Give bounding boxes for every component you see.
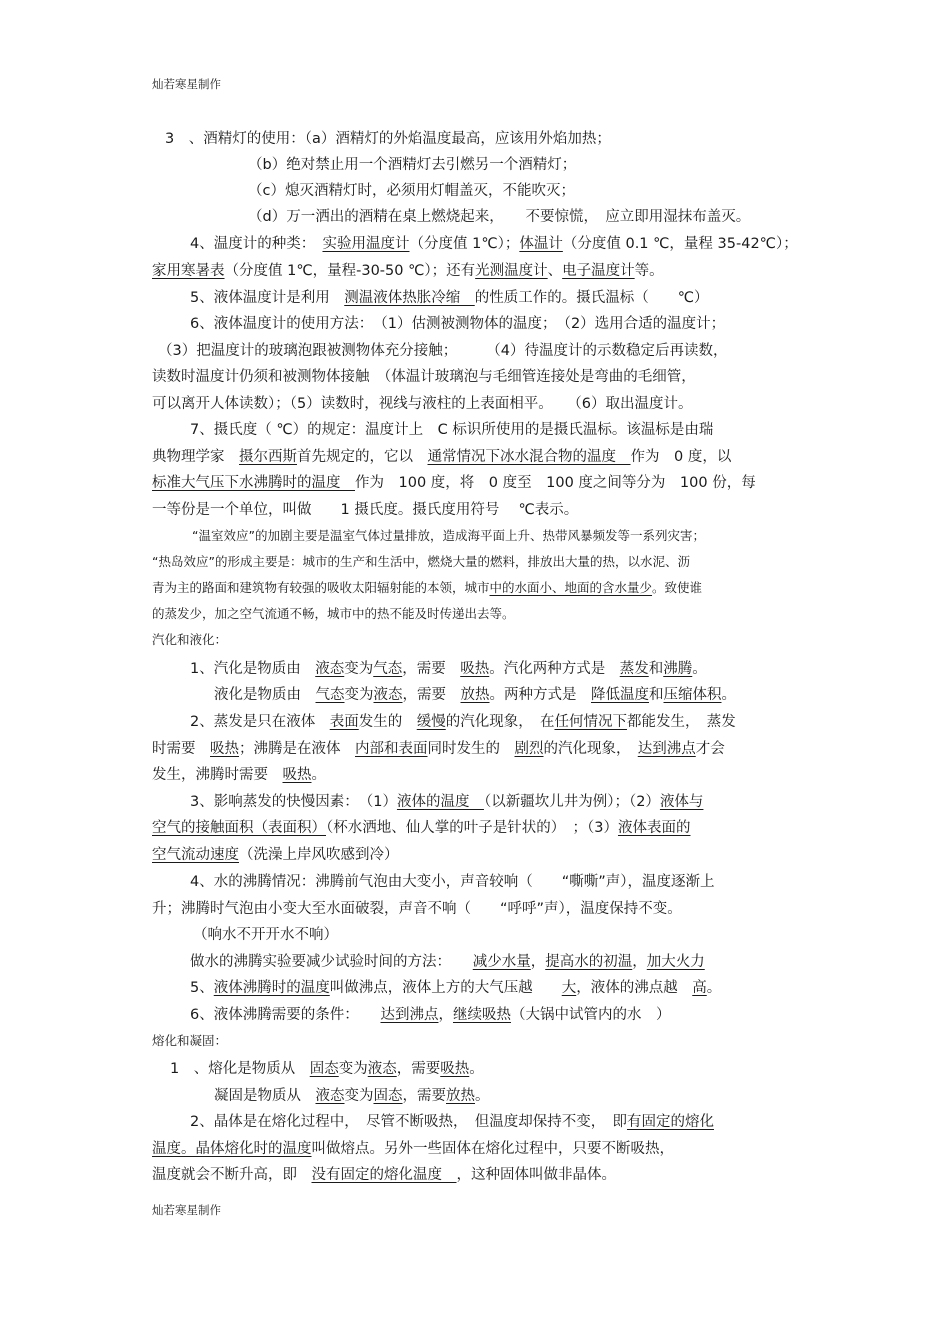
text-segment: 作为 100 度，将 0 度至 100 度之间等分为 100 份，每 — [355, 475, 756, 491]
text-line — [190, 314, 725, 334]
underlined-answer: 空气的接触面积（表面积） — [152, 820, 326, 836]
text-segment: 、 — [547, 263, 563, 279]
text-segment: 叫做沸点，液体上方的大气压越 — [329, 980, 562, 996]
text-segment: 变为 — [344, 661, 374, 677]
text-segment: 升；沸腾时气泡由小变大至水面破裂，声音不响（ “呼呼”声），温度保持不变。 — [152, 901, 682, 917]
text-segment: 和 — [648, 661, 664, 677]
text-segment: 的蒸发少，加之空气流通不畅，城市中的热不能及时传递出去等。 — [152, 606, 515, 621]
text-segment: ， — [530, 954, 546, 970]
text-segment: 青为主的路面和建筑物有较强的吸收太阳辐射能的本领，城市 — [152, 580, 490, 595]
text-segment: 。 — [692, 661, 707, 677]
text-line — [152, 630, 227, 650]
text-segment: 。两种方式是 — [489, 687, 591, 703]
text-line — [152, 1139, 674, 1159]
underlined-answer: 放热 — [446, 1088, 475, 1104]
underlined-answer: 温度 — [152, 1141, 181, 1157]
page-header: 灿若寒星制作 — [152, 77, 221, 91]
text-line — [214, 1086, 490, 1106]
text-line — [190, 872, 715, 892]
underlined-answer: 没有固定的熔化温度 — [311, 1167, 457, 1183]
underlined-answer: 沸腾 — [663, 661, 693, 677]
underlined-answer: 液态 — [373, 687, 403, 703]
underlined-answer: 固态 — [309, 1061, 339, 1077]
underlined-answer: 液体与 — [659, 794, 704, 810]
text-line — [190, 792, 703, 812]
text-segment: （b）绝对禁止用一个酒精灯去引燃另一个酒精灯； — [248, 157, 577, 173]
underlined-answer: 吸热 — [282, 767, 312, 783]
underlined-answer: 加大火力 — [646, 954, 705, 970]
text-segment: 变为 — [344, 1088, 374, 1104]
text-segment: （洗澡上岸风吹感到冷） — [239, 847, 399, 863]
text-segment: ，这种固体叫做非晶体。 — [456, 1167, 616, 1183]
text-segment: 5、 — [190, 980, 214, 996]
text-line — [190, 420, 713, 440]
underlined-answer: 吸热 — [460, 661, 490, 677]
text-line — [152, 1031, 227, 1051]
text-segment: 6、液体温度计的使用方法： （1）估测被测物体的温度； （2）选用合适的温度计； — [190, 316, 726, 332]
underlined-answer: 减少水量 — [472, 954, 531, 970]
underlined-answer: 测温液体热胀冷缩 — [344, 290, 475, 306]
underlined-answer: 体温计 — [519, 236, 563, 252]
underlined-answer: 空气流动速度 — [152, 847, 239, 863]
text-segment: （3）把温度计的玻璃泡跟被测物体充分接触； （4）待温度计的示数稳定后再读数， — [158, 343, 728, 359]
text-segment: 。 — [469, 1061, 484, 1077]
text-segment: 同时发生的 — [427, 741, 515, 757]
underlined-answer: 气态 — [373, 661, 403, 677]
text-segment: 做水的沸腾实验要减少试验时间的方法： — [190, 954, 473, 970]
underlined-answer: 高 — [692, 980, 707, 996]
text-segment: ， — [632, 954, 647, 970]
text-segment: 汽化和液化： — [152, 632, 228, 647]
text-segment: 首先规定的，它以 — [297, 449, 428, 465]
text-segment: ， — [438, 1007, 453, 1023]
underlined-answer: 内部和表面 — [355, 741, 428, 757]
text-segment: 等。 — [634, 263, 664, 279]
text-line — [152, 578, 702, 598]
text-segment: 。 — [706, 980, 722, 996]
text-segment: 3 、酒精灯的使用：（a）酒精灯的外焰温度最高，应该用外焰加热； — [165, 131, 611, 147]
underlined-answer: 液体的温度 — [396, 794, 484, 810]
text-line — [152, 500, 578, 520]
text-segment: ，需要 — [402, 687, 461, 703]
underlined-answer: 吸热 — [440, 1061, 470, 1077]
text-line — [190, 978, 721, 998]
text-segment: （分度值 1℃）； — [409, 236, 520, 252]
underlined-answer: 电子温度计 — [562, 263, 635, 279]
underlined-answer: 达到沸点 — [637, 741, 696, 757]
text-line — [152, 552, 690, 572]
text-line — [152, 818, 690, 838]
text-segment: ，需要 — [396, 1061, 441, 1077]
underlined-answer: 表面 — [329, 714, 359, 730]
text-line — [152, 845, 399, 865]
text-segment: 的汽化现象， — [543, 741, 638, 757]
text-line — [152, 367, 696, 387]
text-segment: 液化是物质由 — [214, 687, 316, 703]
text-segment: （分度值 1℃，量程-30-50 ℃）；还有 — [224, 263, 476, 279]
text-segment: 典物理学家 — [152, 449, 239, 465]
text-segment: ，需要 — [402, 661, 461, 677]
text-line — [152, 739, 725, 759]
underlined-answer: 放热 — [460, 687, 490, 703]
text-segment: 。 — [721, 687, 736, 703]
underlined-answer: 继续吸热 — [452, 1007, 511, 1023]
text-line — [152, 899, 682, 919]
text-segment: “热岛效应”的形成主要是：城市的生产和生活中，燃烧大量的燃料，排放出大量的热，以水泥、沥 — [152, 554, 690, 569]
text-segment: 发生的 — [358, 714, 417, 730]
underlined-answer: 标准大气压下水沸腾时的温度 — [152, 475, 355, 491]
text-segment: 时需要 — [152, 741, 210, 757]
underlined-answer: 压缩体积 — [663, 687, 722, 703]
text-segment: （以新疆坎儿井为例）；（2） — [483, 794, 660, 810]
text-segment: 发生，沸腾时需要 — [152, 767, 283, 783]
underlined-answer: 液态 — [315, 1088, 345, 1104]
text-line — [192, 526, 705, 546]
text-segment: 4、温度计的种类： — [190, 236, 323, 252]
underlined-answer: 蒸发 — [619, 661, 649, 677]
text-segment: 和 — [649, 687, 664, 703]
text-segment: （d）万一洒出的酒精在桌上燃烧起来， 不要惊慌， 应立即用湿抹布盖灭。 — [248, 209, 751, 225]
text-line — [248, 181, 575, 201]
underlined-answer: 通常情况下冰水混合物的温度 — [427, 449, 631, 465]
text-segment: 一等份是一个单位，叫做 1 摄氏度。摄氏度用符号 ℃表示。 — [152, 502, 579, 518]
text-segment: 7、摄氏度（ ℃）的规定：温度计上 C 标识所使用的是摄氏温标。该温标是由瑞 — [190, 422, 714, 438]
underlined-answer: 剧烈 — [514, 741, 544, 757]
text-line — [190, 712, 736, 732]
text-segment: 。致使谁 — [652, 580, 703, 595]
underlined-answer: 家用寒暑表 — [152, 263, 225, 279]
page-footer: 灿若寒星制作 — [152, 1203, 221, 1217]
text-segment: 。 — [475, 1088, 490, 1104]
underlined-answer: 大 — [561, 980, 577, 996]
text-segment: 可以离开人体读数）；（5）读数时，视线与液柱的上表面相平。 （6）取出温度计。 — [152, 396, 693, 412]
underlined-answer: 缓慢 — [416, 714, 446, 730]
text-line — [158, 341, 727, 361]
text-line — [170, 1059, 484, 1079]
text-line — [152, 394, 692, 414]
underlined-answer: 气态 — [315, 687, 345, 703]
text-segment: （响水不开开水不响） — [193, 927, 338, 943]
underlined-answer: 液态 — [315, 661, 345, 677]
underlined-answer: 中的水面小、地面的含水量少 — [489, 580, 653, 595]
underlined-answer: 液体沸腾时的温度 — [213, 980, 330, 996]
text-segment: 读数时温度计仍须和被测物体接触 （体温计玻璃泡与毛细管连接处是弯曲的毛细管， — [152, 369, 696, 385]
text-segment: 5、液体温度计是利用 — [190, 290, 345, 306]
text-segment: 叫做熔点。另外一些固体在熔化过程中，只要不断吸热， — [311, 1141, 674, 1157]
text-segment: 熔化和凝固： — [152, 1033, 228, 1048]
text-segment: 4、水的沸腾情况：沸腾前气泡由大变小，声音较响（ “嘶嘶”声），温度逐渐上 — [190, 874, 715, 890]
text-line — [248, 207, 750, 227]
text-line — [165, 129, 611, 149]
text-line — [190, 288, 709, 308]
text-segment: 1、汽化是物质由 — [190, 661, 316, 677]
text-segment: 变为 — [338, 1061, 368, 1077]
underlined-answer: 有固定的熔化 — [626, 1114, 714, 1130]
text-segment: 变为 — [344, 687, 374, 703]
text-segment: 的汽化现象， 在 — [445, 714, 555, 730]
text-segment: ；沸腾是在液体 — [239, 741, 355, 757]
text-segment: 凝固是物质从 — [214, 1088, 316, 1104]
text-segment: 作为 0 度，以 — [630, 449, 732, 465]
text-line — [152, 765, 326, 785]
text-line — [248, 155, 576, 175]
underlined-answer: 。晶体熔化时的温度 — [181, 1141, 312, 1157]
underlined-answer: 实验用温度计 — [322, 236, 410, 252]
underlined-answer: 达到沸点 — [380, 1007, 439, 1023]
text-segment: （c）熄灭酒精灯时，必须用灯帽盖灭，不能吹灭； — [248, 183, 575, 199]
text-line — [214, 685, 736, 705]
text-segment: 2、蒸发是只在液体 — [190, 714, 330, 730]
text-segment: （大锅中试管内的水 ） — [510, 1007, 671, 1023]
underlined-answer: 固态 — [373, 1088, 403, 1104]
text-line — [190, 1112, 714, 1132]
text-segment: 2、晶体是在熔化过程中， 尽管不断吸热， 但温度却保持不变， 即 — [190, 1114, 627, 1130]
text-line — [152, 447, 731, 467]
text-line — [152, 604, 515, 624]
text-segment: （分度值 0.1 ℃，量程 35-42℃）； — [562, 236, 798, 252]
underlined-answer: 降低温度 — [591, 687, 649, 703]
text-segment: 才会 — [695, 741, 725, 757]
text-line — [190, 659, 707, 679]
underlined-answer: 任何情况下 — [554, 714, 627, 730]
text-segment: 。 — [311, 767, 326, 783]
text-segment: （杯水洒地、仙人掌的叶子是针状的） ；（3） — [326, 820, 618, 836]
text-segment: ，液体的沸点越 — [576, 980, 693, 996]
text-segment: ，需要 — [402, 1088, 446, 1104]
underlined-answer: 液体表面的 — [617, 820, 691, 836]
text-line — [152, 473, 756, 493]
underlined-answer: 液态 — [367, 1061, 397, 1077]
text-line — [193, 925, 338, 945]
text-segment: 6、液体沸腾需要的条件： — [190, 1007, 381, 1023]
text-line — [190, 952, 705, 972]
text-segment: 。汽化两种方式是 — [489, 661, 620, 677]
underlined-answer: 光测温度计 — [475, 263, 548, 279]
text-line — [190, 1005, 670, 1025]
text-line — [152, 1165, 616, 1185]
underlined-answer: 吸热 — [210, 741, 239, 757]
text-segment: 温度就会不断升高，即 — [152, 1167, 312, 1183]
text-segment: 都能发生， 蒸发 — [626, 714, 736, 730]
underlined-answer: 提高水的初温 — [545, 954, 633, 970]
text-line — [152, 261, 664, 281]
text-line — [190, 234, 798, 254]
text-segment: 1 、熔化是物质从 — [170, 1061, 310, 1077]
text-segment: 的性质工作的。摄氏温标（ ℃） — [474, 290, 709, 306]
underlined-answer: 摄尔西斯 — [239, 449, 297, 465]
text-segment: “温室效应”的加剧主要是温室气体过量排放，造成海平面上升、热带风暴频发等一系列灾害； — [192, 528, 705, 543]
text-segment: 3、影响蒸发的快慢因素： （1） — [190, 794, 397, 810]
